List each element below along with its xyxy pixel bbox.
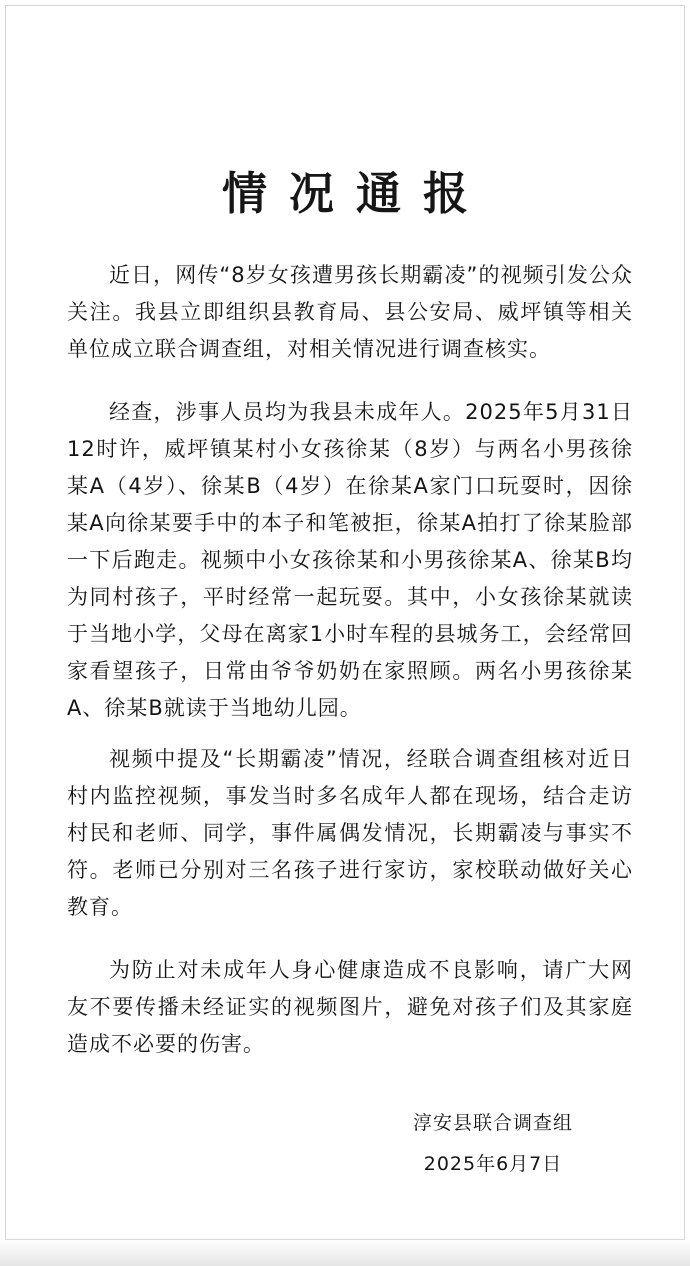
- notice-paragraph-4: 为防止对未成年人身心健康造成不良影响，请广大网友不要传播未经证实的视频图片，避免对孩子们及其家庭造成不必要的伤害。: [67, 958, 633, 1056]
- notice-paragraph-3: 视频中提及“长期霸凌”情况，经联合调查组核对近日村内监控视频，事发当时多名成年人都在现场，结合走访村民和老师、同学，事件属偶发情况，长期霸凌与事实不符。老师已分别对三名孩子进行家访，家校联动做好关心教育。: [67, 747, 633, 919]
- issue-date: 2025年6月7日: [423, 1153, 563, 1175]
- bottom-shadow: [0, 1238, 690, 1266]
- notice-title: 情况通报: [221, 167, 490, 221]
- notice-paragraph-1: 近日，网传“8岁女孩遭男孩长期霸凌”的视频引发公众关注。我县立即组织县教育局、县公安局、威坪镇等相关单位成立联合调查组，对相关情况进行调查核实。: [67, 263, 633, 361]
- notice-paragraph-2: 经查，涉事人员均为我县未成年人。2025年5月31日12时许，威坪镇某村小女孩徐某（8岁）与两名小男孩徐某A（4岁）、徐某B（4岁）在徐某A家门口玩耍时，因徐某A向徐某要手中的本子和笔被拒，徐某A拍打了徐某脸部一下后跑走。视频中小女孩徐某和小男孩徐某A、徐某B均为同村孩子，平时经常一起玩耍。其中，小女孩徐某就读于当地小学，父母在离家1小时车程的县城务工，会经常回家看望孩子，日常由爷爷奶奶在家照顾。两名小男孩徐某A、徐某B就读于当地幼儿园。: [67, 400, 633, 720]
- issuer-signature: 淳安县联合调查组: [412, 1112, 573, 1134]
